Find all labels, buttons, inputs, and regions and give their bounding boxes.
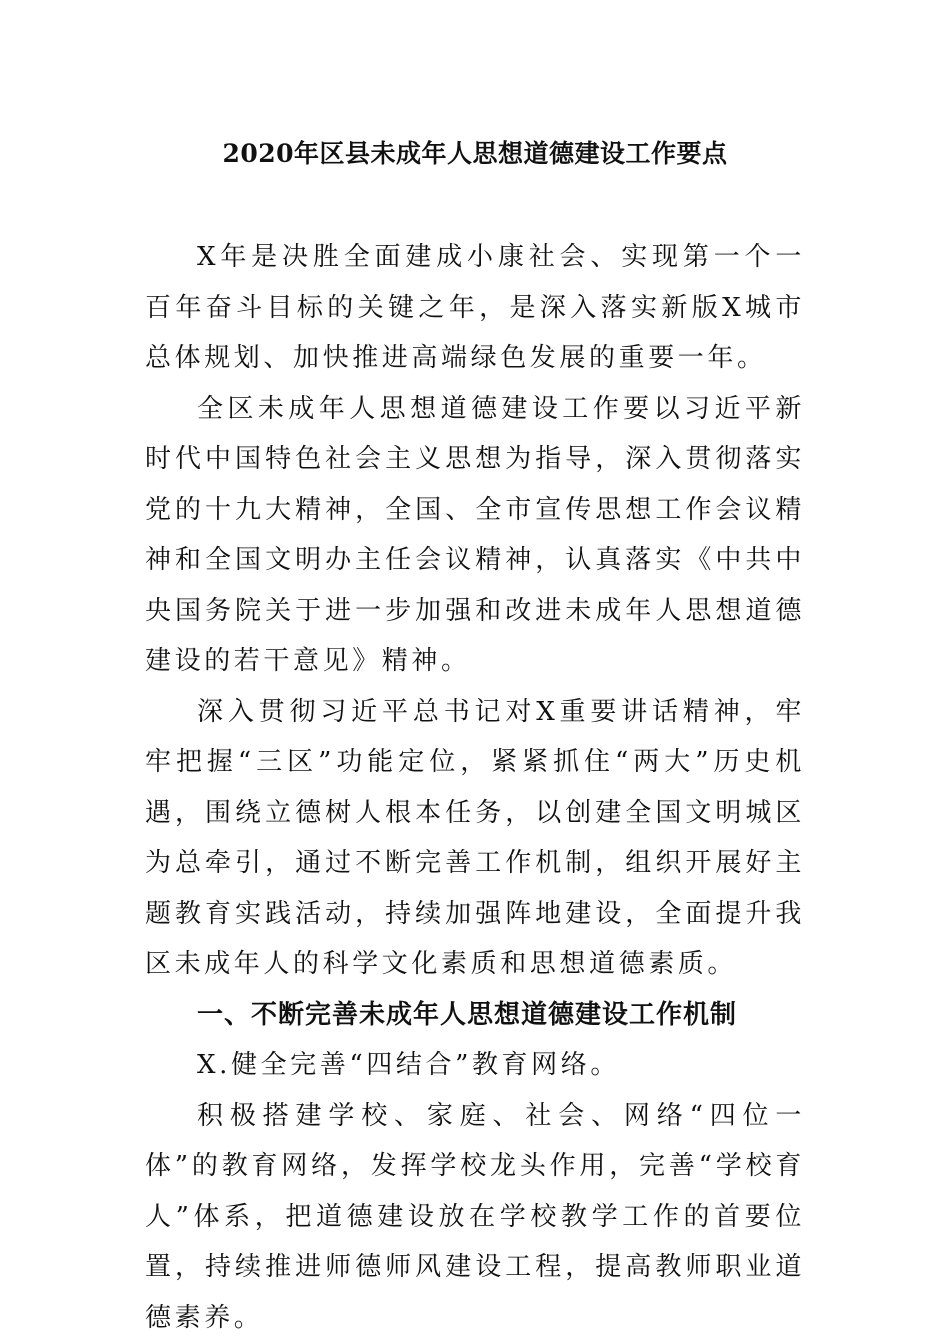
paragraph-implementation: 深入贯彻习近平总书记对X重要讲话精神，牢牢把握“三区”功能定位，紧紧抓住“两大”历史机遇，围绕立德树人根本任务，以创建全国文明城区为总牵引，通过不断完善工作机制，组织开展好主题教育实践活动，持续加强阵地建设，全面提升我区未成年人的科学文化素质和思想道德素质。 [145, 696, 805, 979]
section-heading: 一、不断完善未成年人思想道德建设工作机制 [197, 999, 738, 1030]
paragraph-guidance: 全区未成年人思想道德建设工作要以习近平新时代中国特色社会主义思想为指导，深入贯彻落实党的十九大精神，全国、全市宣传思想工作会议精神和全国文明办主任会议精神，认真落实《中共中央国务院关于进一步加强和改进未成年人思想道德建设的若干意见》精神。 [145, 393, 805, 676]
paragraph-education-network: 积极搭建学校、家庭、社会、网络“四位一体”的教育网络，发挥学校龙头作用，完善“学校育人”体系，把道德建设放在学校教学工作的首要位置，持续推进师德师风建设工程，提高教师职业道德素养。 [145, 1100, 805, 1333]
subheading: X.健全完善“四结合”教育网络。 [197, 1050, 620, 1080]
document-body [145, 232, 805, 1343]
document-title: 2020年区县未成年人思想道德建设工作要点 [222, 139, 728, 168]
paragraph-intro: X年是决胜全面建成小康社会、实现第一个一百年奋斗目标的关键之年，是深入落实新版X城市总体规划、加快推进高端绿色发展的重要一年。 [145, 242, 805, 373]
